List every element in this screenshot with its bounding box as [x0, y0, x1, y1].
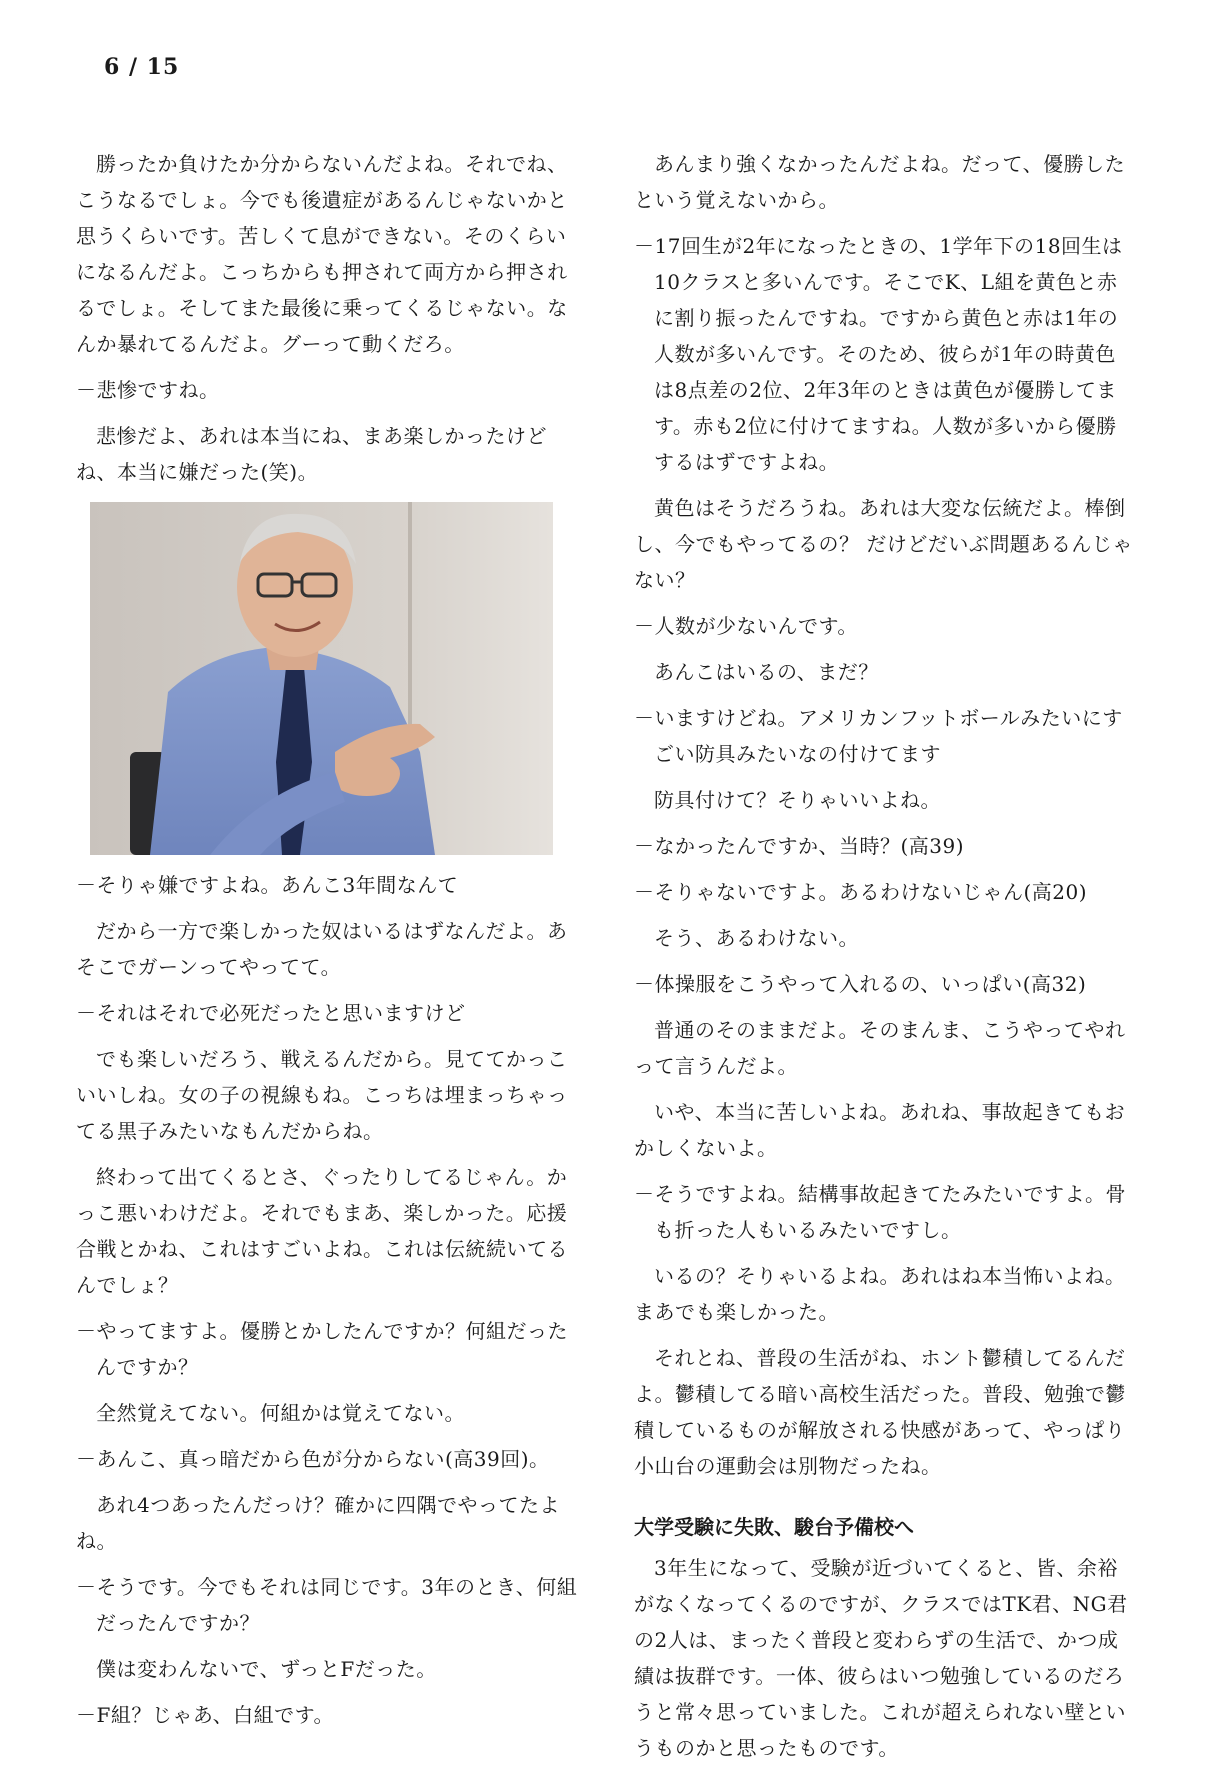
paragraph: 普通のそのままだよ。そのまんま、こうやってやれって言うんだよ。 — [634, 1018, 1126, 1078]
photo-of-interviewee — [90, 502, 553, 855]
question: －そうです。今でもそれは同じです。3年のとき、何組だったんですか？ — [76, 1575, 578, 1635]
question: －それはそれで必死だったと思いますけど — [76, 1001, 466, 1025]
question: －17回生が2年になったときの、1学年下の18回生は10クラスと多いんです。そこでK、L組を黄色と赤に割り振ったんですね。ですから黄色と赤は1年の人数が多いんです。そのため、彼らが1年の時黄色は8点差の2位、2年3年のときは黄色が優勝してます。赤も2位に付けてますね。人数が多いから優勝するはずですよね。 — [634, 234, 1123, 474]
interview-photo — [90, 502, 553, 855]
paragraph: 勝ったか負けたか分からないんだよね。それでね、こうなるでしょ。今でも後遺症があるんじゃないかと思うくらいです。苦しくて息ができない。そのくらいになるんだよ。こっちからも押されて両方から押されるでしょ。そしてまた最後に乗ってくるじゃない。なんか暴れてるんだよ。グーって動くだろ。 — [76, 152, 568, 356]
section-heading: 大学受験に失敗、駿台予備校へ — [634, 1515, 914, 1539]
question: －やってますよ。優勝とかしたんですか？何組だったんですか？ — [76, 1319, 568, 1379]
page-number: 6 / 15 — [104, 54, 180, 80]
paragraph: 3年生になって、受験が近づいてくると、皆、余裕がなくなってくるのですが、クラスではTK君、NG君の2人は、まったく普段と変わらずの生活で、かつ成績は抜群です。一体、彼らはいつ勉強しているのだろうと常々思っていました。これが超えられない壁というものかと思ったものです。 — [634, 1556, 1128, 1760]
paragraph: 防具付けて？そりゃいいよね。 — [654, 788, 941, 812]
paragraph: いや、本当に苦しいよね。あれね、事故起きてもおかしくないよ。 — [634, 1100, 1126, 1160]
question: －そりゃ嫌ですよね。あんこ3年間なんて — [76, 873, 459, 897]
question: －人数が少ないんです。 — [634, 614, 858, 638]
paragraph: 悲惨だよ、あれは本当にね、まあ楽しかったけどね、本当に嫌だった(笑)。 — [76, 424, 547, 484]
question: －そりゃないですよ。あるわけないじゃん(高20) — [634, 880, 1088, 904]
question: －F組？じゃあ、白組です。 — [76, 1703, 334, 1727]
paragraph: 僕は変わんないで、ずっとFだった。 — [96, 1657, 437, 1681]
question: －なかったんですか、当時？(高39) — [634, 834, 965, 858]
right-column — [634, 146, 1134, 1776]
question: －悲惨ですね。 — [76, 378, 220, 402]
question: －あんこ、真っ暗だから色が分からない(高39回)。 — [76, 1447, 550, 1471]
paragraph: だから一方で楽しかった奴はいるはずなんだよ。あそこでガーンってやってて。 — [76, 919, 568, 979]
paragraph: でも楽しいだろう、戦えるんだから。見ててかっこいいしね。女の子の視線もね。こっちは埋まっちゃってる黒子みたいなもんだからね。 — [76, 1047, 568, 1143]
question: －そうですよね。結構事故起きてたみたいですよ。骨も折った人もいるみたいですし。 — [634, 1182, 1126, 1242]
question: －いますけどね。アメリカンフットボールみたいにすごい防具みたいなの付けてます — [634, 706, 1123, 766]
paragraph: 黄色はそうだろうね。あれは大変な伝統だよ。棒倒し、今でもやってるの？ だけどだいぶ問題あるんじゃない？ — [634, 496, 1133, 592]
paragraph: 全然覚えてない。何組かは覚えてない。 — [96, 1401, 465, 1425]
paragraph: そう、あるわけない。 — [654, 926, 859, 950]
question: －体操服をこうやって入れるの、いっぱい(高32) — [634, 972, 1087, 996]
paragraph: あれ4つあったんだっけ？確かに四隅でやってたよね。 — [76, 1493, 561, 1553]
paragraph: いるの？そりゃいるよね。あれはね本当怖いよね。まあでも楽しかった。 — [634, 1264, 1126, 1324]
paragraph: あんまり強くなかったんだよね。だって、優勝したという覚えないから。 — [634, 152, 1126, 212]
paragraph: それとね、普段の生活がね、ホント鬱積してるんだよ。鬱積してる暗い高校生活だった。普段、勉強で鬱積しているものが解放される快感があって、やっぱり小山台の運動会は別物だったね。 — [634, 1346, 1126, 1478]
paragraph: 終わって出てくるとさ、ぐったりしてるじゃん。かっこ悪いわけだよ。それでもまあ、楽しかった。応援合戦とかね、これはすごいよね。これは伝統続いてるんでしょ？ — [76, 1165, 568, 1297]
paragraph: あんこはいるの、まだ？ — [654, 660, 879, 684]
left-column — [76, 146, 586, 1743]
